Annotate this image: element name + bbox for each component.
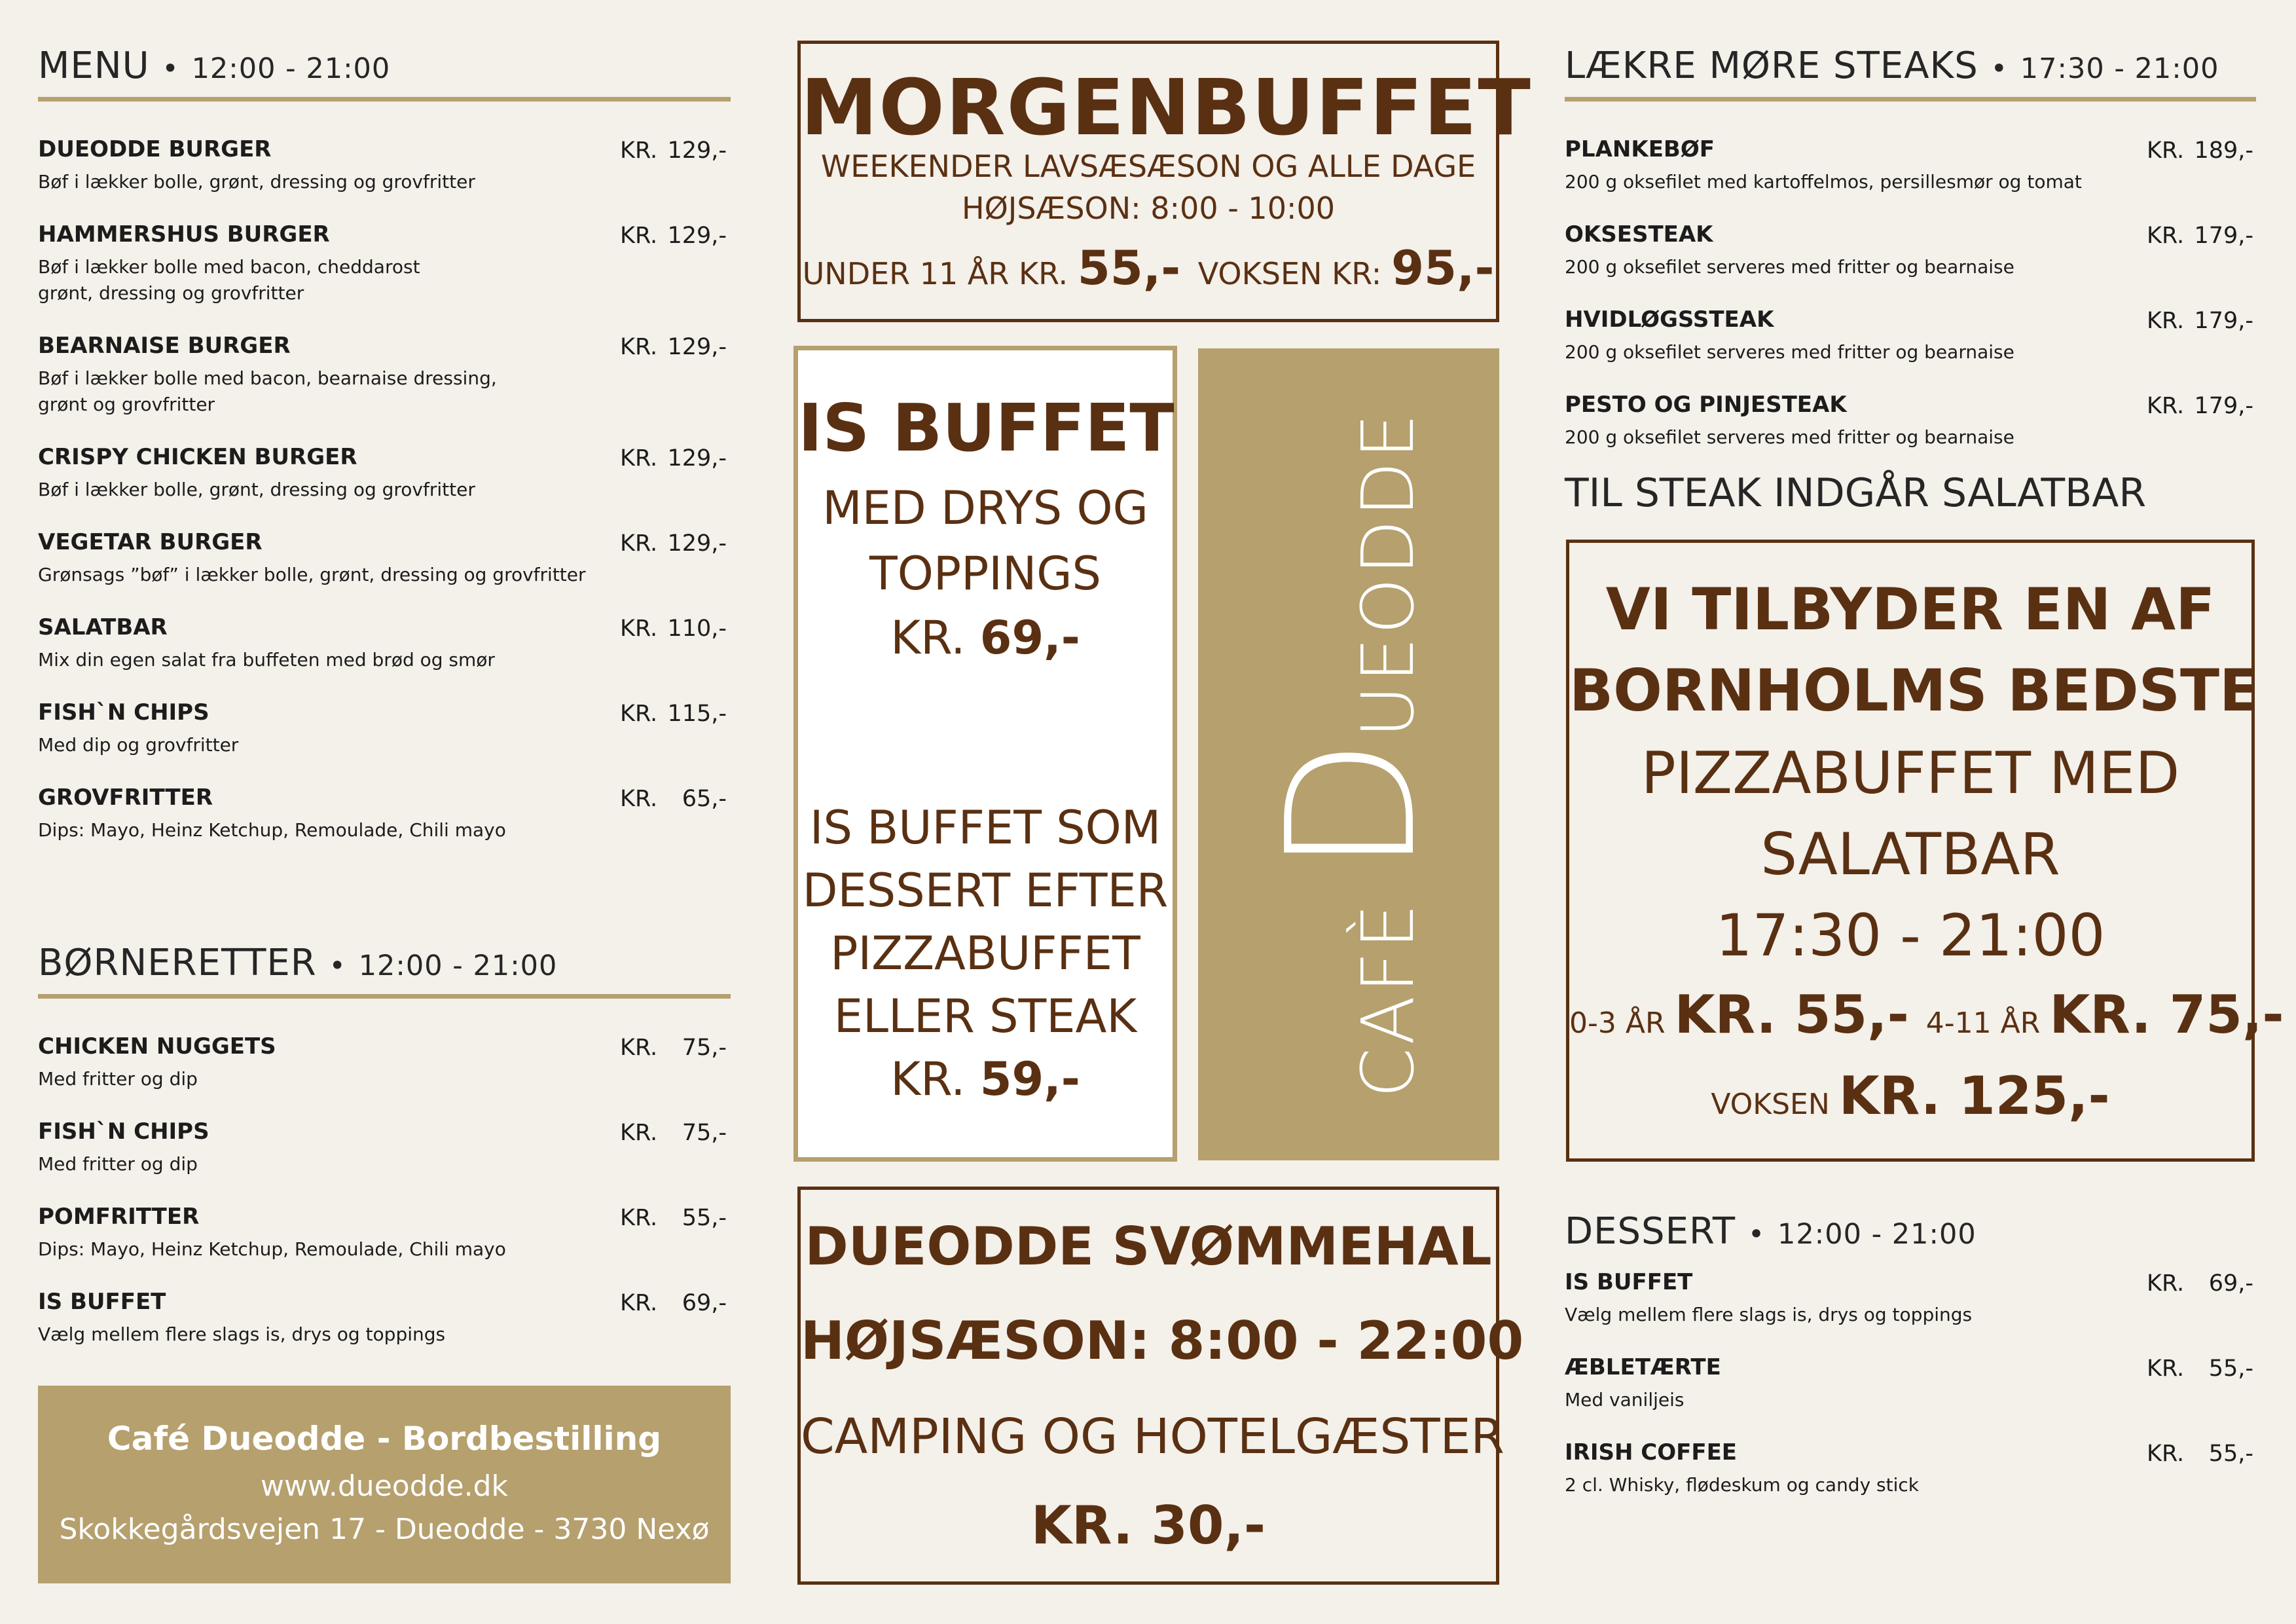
item-price: 129,- — [667, 334, 727, 360]
menu-item — [38, 333, 727, 418]
menu-item — [1565, 221, 2253, 280]
morgenbuffet-prices — [801, 240, 1496, 295]
menu-item — [38, 221, 727, 306]
item-price: 75,- — [682, 1120, 727, 1146]
item-currency: KR. — [620, 223, 658, 249]
item-currency: KR. — [2147, 308, 2185, 334]
item-price: 179,- — [2194, 223, 2253, 249]
item-name: DUEODDE BURGER — [38, 136, 272, 162]
isbuffet-dessert-price-value: 59,- — [979, 1052, 1080, 1106]
item-price: 55,- — [2208, 1356, 2253, 1382]
menu-title: MENU — [38, 45, 150, 87]
isbuffet-dessert-line2: DESSERT EFTER — [802, 864, 1169, 917]
item-description — [38, 1321, 445, 1348]
item-price: 129,- — [667, 530, 727, 557]
pizza-bold2: BORNHOLMS BEDSTE — [1569, 657, 2259, 724]
isbuffet-price-label: KR. — [890, 611, 966, 665]
menu-item — [38, 1289, 727, 1348]
item-name: VEGETAR BURGER — [38, 529, 263, 555]
booking-panel — [38, 1386, 731, 1583]
kids-header — [38, 942, 731, 999]
item-currency: KR. — [2147, 138, 2185, 164]
item-description-line: Vælg mellem flere slags is, drys og toppings — [1565, 1304, 1973, 1325]
pizza-hours: 17:30 - 21:00 — [1715, 902, 2105, 969]
item-description — [38, 1236, 506, 1263]
item-description-line: Grønsags ”bøf” i lækker bolle, grønt, dressing og grovfritter — [38, 564, 586, 585]
steaks-title: LÆKRE MØRE STEAKS — [1565, 45, 1978, 87]
item-price: 75,- — [682, 1035, 727, 1061]
cafe-logo-panel — [1198, 348, 1499, 1160]
steaks-time: 17:30 - 21:00 — [2020, 52, 2219, 85]
isbuffet-dessert-line1: IS BUFFET SOM — [809, 801, 1161, 855]
booking-title: Café Dueodde - Bordbestilling — [107, 1420, 662, 1458]
kids-title: BØRNERETTER — [38, 942, 317, 984]
menu-item — [1565, 1269, 2253, 1328]
item-description — [38, 1151, 198, 1177]
item-description-line: Med fritter og dip — [38, 1068, 198, 1090]
item-description-line: Mix din egen salat fra buffeten med brød og smør — [38, 649, 495, 671]
item-description-line: Med fritter og dip — [38, 1153, 198, 1175]
item-currency: KR. — [2147, 223, 2185, 249]
item-description — [38, 562, 586, 588]
menu-item — [1565, 1354, 2253, 1413]
pizza-adult-price-line — [1569, 1065, 2251, 1126]
item-description-line: Bøf i lækker bolle, grønt, dressing og grovfritter — [38, 479, 475, 500]
item-name: ÆBLETÆRTE — [1565, 1354, 1721, 1380]
item-description — [38, 1066, 198, 1092]
item-description-line: 200 g oksefilet serveres med fritter og bearnaise — [1565, 341, 2014, 363]
menu-item — [38, 614, 727, 673]
menu-item — [38, 444, 727, 503]
item-name: HAMMERSHUS BURGER — [38, 221, 330, 248]
item-description — [38, 647, 495, 673]
svommehal-price: KR. 30,- — [1030, 1495, 1266, 1556]
morgenbuffet-adult-price: 95,- — [1391, 240, 1495, 295]
isbuffet-line2: TOPPINGS — [869, 547, 1101, 600]
item-description-line: Med dip og grovfritter — [38, 734, 239, 756]
item-description-line: Bøf i lækker bolle med bacon, bearnaise dressing, — [38, 367, 497, 389]
menu-item — [38, 1118, 727, 1177]
item-price: 189,- — [2194, 138, 2253, 164]
steaks-bullet: • — [1990, 52, 2008, 85]
item-price: 69,- — [2208, 1270, 2253, 1297]
isbuffet-dessert-price-label: KR. — [890, 1052, 966, 1106]
item-description-line: grønt og grovfritter — [38, 394, 215, 415]
item-price: 55,- — [682, 1205, 727, 1231]
menu-item — [38, 1033, 727, 1092]
isbuffet-box — [793, 346, 1177, 1162]
item-description-line: Vælg mellem flere slags is, drys og toppings — [38, 1323, 446, 1345]
item-currency: KR. — [620, 786, 658, 812]
item-description — [1565, 1302, 1972, 1328]
item-currency: KR. — [2147, 1270, 2185, 1297]
menu-item — [1565, 306, 2253, 365]
logo-rest-text: UEODDE — [1346, 411, 1430, 738]
item-description — [38, 254, 420, 306]
isbuffet-dessert-line4: ELLER STEAK — [833, 989, 1137, 1043]
steaks-header — [1565, 45, 2256, 101]
item-description — [38, 365, 497, 418]
menu-item — [1565, 392, 2253, 451]
item-currency: KR. — [620, 1035, 658, 1061]
item-description — [1565, 1472, 1919, 1498]
item-name: FISH`N CHIPS — [38, 1118, 210, 1145]
item-description — [38, 732, 238, 758]
morgenbuffet-child-price: 55,- — [1077, 240, 1181, 295]
item-currency: KR. — [620, 616, 658, 642]
menu-item — [38, 1204, 727, 1263]
item-description-line: Bøf i lækker bolle, grønt, dressing og grovfritter — [38, 171, 475, 193]
morgenbuffet-line1: WEEKENDER LAVSÆSÆSON OG ALLE DAGE — [820, 149, 1476, 184]
item-description-line: 200 g oksefilet serveres med fritter og bearnaise — [1565, 256, 2014, 278]
isbuffet-line1: MED DRYS OG — [822, 481, 1148, 535]
item-currency: KR. — [620, 1290, 658, 1316]
pizza-line2: SALATBAR — [1760, 821, 2060, 888]
menu-item — [38, 784, 727, 843]
pizza-age1-label: 0-3 ÅR — [1569, 1006, 1666, 1040]
item-name: BEARNAISE BURGER — [38, 333, 291, 359]
item-name: PLANKEBØF — [1565, 136, 1715, 162]
item-name: FISH`N CHIPS — [38, 699, 210, 726]
logo-initial: D — [1248, 737, 1455, 874]
item-currency: KR. — [620, 1120, 658, 1146]
isbuffet-title: IS BUFFET — [798, 390, 1175, 466]
item-description — [1565, 339, 2014, 365]
isbuffet-price — [798, 611, 1173, 665]
item-currency: KR. — [620, 530, 658, 557]
item-description — [38, 169, 475, 195]
item-currency: KR. — [620, 138, 658, 164]
dessert-time: 12:00 - 21:00 — [1777, 1218, 1977, 1251]
item-currency: KR. — [2147, 1356, 2185, 1382]
item-currency: KR. — [620, 334, 658, 360]
item-description — [1565, 254, 2014, 280]
item-price: 129,- — [667, 223, 727, 249]
morgenbuffet-box — [797, 41, 1532, 322]
svommehal-box — [797, 1187, 1524, 1585]
item-description-line: Dips: Mayo, Heinz Ketchup, Remoulade, Chili mayo — [38, 819, 506, 841]
pizza-bold1: VI TILBYDER EN AF — [1605, 576, 2215, 643]
kids-bullet: • — [329, 950, 346, 982]
item-name: GROVFRITTER — [38, 784, 213, 811]
menu-item — [38, 136, 727, 195]
item-price: 129,- — [667, 445, 727, 471]
logo-cafe-text: CAFÈ — [1346, 900, 1430, 1098]
item-description — [38, 817, 506, 843]
morgenbuffet-title: MORGENBUFFET — [801, 62, 1532, 153]
item-description-line: Dips: Mayo, Heinz Ketchup, Remoulade, Chili mayo — [38, 1238, 506, 1260]
dessert-header — [1565, 1210, 2256, 1253]
item-currency: KR. — [2147, 1441, 2185, 1467]
item-price: 115,- — [667, 701, 727, 727]
svommehal-hours: HØJSÆSON: 8:00 - 22:00 — [801, 1310, 1524, 1371]
booking-url[interactable]: www.dueodde.dk — [260, 1469, 509, 1503]
dessert-title: DESSERT — [1565, 1210, 1736, 1253]
item-description-line: 200 g oksefilet serveres med fritter og bearnaise — [1565, 426, 2014, 448]
item-name: IRISH COFFEE — [1565, 1439, 1738, 1466]
dessert-bullet: • — [1747, 1218, 1766, 1251]
item-description — [1565, 424, 2014, 451]
item-price: 179,- — [2194, 308, 2253, 334]
item-currency: KR. — [620, 1205, 658, 1231]
menu-bullet: • — [162, 52, 179, 85]
svommehal-title: DUEODDE SVØMMEHAL — [805, 1216, 1492, 1277]
item-description — [1565, 169, 2082, 195]
menu-item — [38, 529, 727, 588]
item-description-line: grønt, dressing og grovfritter — [38, 282, 304, 304]
item-currency: KR. — [620, 445, 658, 471]
item-currency: KR. — [620, 701, 658, 727]
pizza-line1: PIZZABUFFET MED — [1641, 739, 2180, 807]
menu-item — [38, 699, 727, 758]
item-name: HVIDLØGSSTEAK — [1565, 306, 1774, 333]
svommehal-guests: CAMPING OG HOTELGÆSTER — [801, 1409, 1504, 1465]
pizza-age1-price: KR. 55,- — [1674, 984, 1909, 1045]
menu-time: 12:00 - 21:00 — [191, 52, 391, 85]
steaks-note: TIL STEAK INDGÅR SALATBAR — [1565, 470, 2147, 516]
item-description — [1565, 1387, 1684, 1413]
item-price: 110,- — [667, 616, 727, 642]
pizza-box — [1566, 540, 2284, 1162]
item-description-line: Med vaniljeis — [1565, 1389, 1685, 1411]
item-name: OKSESTEAK — [1565, 221, 1713, 248]
item-price: 65,- — [682, 786, 727, 812]
isbuffet-dessert-line3: PIZZABUFFET — [830, 927, 1140, 980]
item-description-line: 200 g oksefilet med kartoffelmos, persillesmør og tomat — [1565, 171, 2082, 193]
pizza-age2-price: KR. 75,- — [2049, 984, 2284, 1045]
item-price: 55,- — [2208, 1441, 2253, 1467]
item-name: IS BUFFET — [1565, 1269, 1693, 1295]
item-name: POMFRITTER — [38, 1204, 200, 1230]
pizza-age2-label: 4-11 ÅR — [1925, 1006, 2041, 1040]
isbuffet-dessert-price — [798, 1052, 1173, 1106]
item-currency: KR. — [2147, 393, 2185, 419]
item-name: CRISPY CHICKEN BURGER — [38, 444, 357, 470]
menu-item — [1565, 1439, 2253, 1498]
morgenbuffet-adult-label: VOKSEN KR: — [1197, 256, 1382, 291]
item-description — [38, 477, 475, 503]
morgenbuffet-line2: HØJSÆSON: 8:00 - 10:00 — [961, 191, 1335, 226]
menu-item — [1565, 136, 2253, 195]
item-name: CHICKEN NUGGETS — [38, 1033, 276, 1060]
isbuffet-price-value: 69,- — [979, 611, 1080, 665]
morgenbuffet-child-label: UNDER 11 ÅR KR. — [802, 256, 1068, 291]
pizza-adult-price: KR. 125,- — [1838, 1065, 2110, 1126]
item-name: SALATBAR — [38, 614, 168, 640]
pizza-adult-label: VOKSEN — [1711, 1088, 1830, 1121]
item-description-line: 2 cl. Whisky, flødeskum og candy stick — [1565, 1474, 1920, 1496]
menu-header — [38, 45, 731, 101]
item-description-line: Bøf i lækker bolle med bacon, cheddarost — [38, 256, 420, 278]
item-price: 179,- — [2194, 393, 2253, 419]
booking-address: Skokkegårdsvejen 17 - Dueodde - 3730 Nexø — [59, 1513, 710, 1546]
kids-time: 12:00 - 21:00 — [358, 950, 558, 982]
item-name: IS BUFFET — [38, 1289, 166, 1315]
item-price: 129,- — [667, 138, 727, 164]
pizza-child-prices — [1569, 984, 2284, 1045]
item-name: PESTO OG PINJESTEAK — [1565, 392, 1847, 418]
item-price: 69,- — [682, 1290, 727, 1316]
